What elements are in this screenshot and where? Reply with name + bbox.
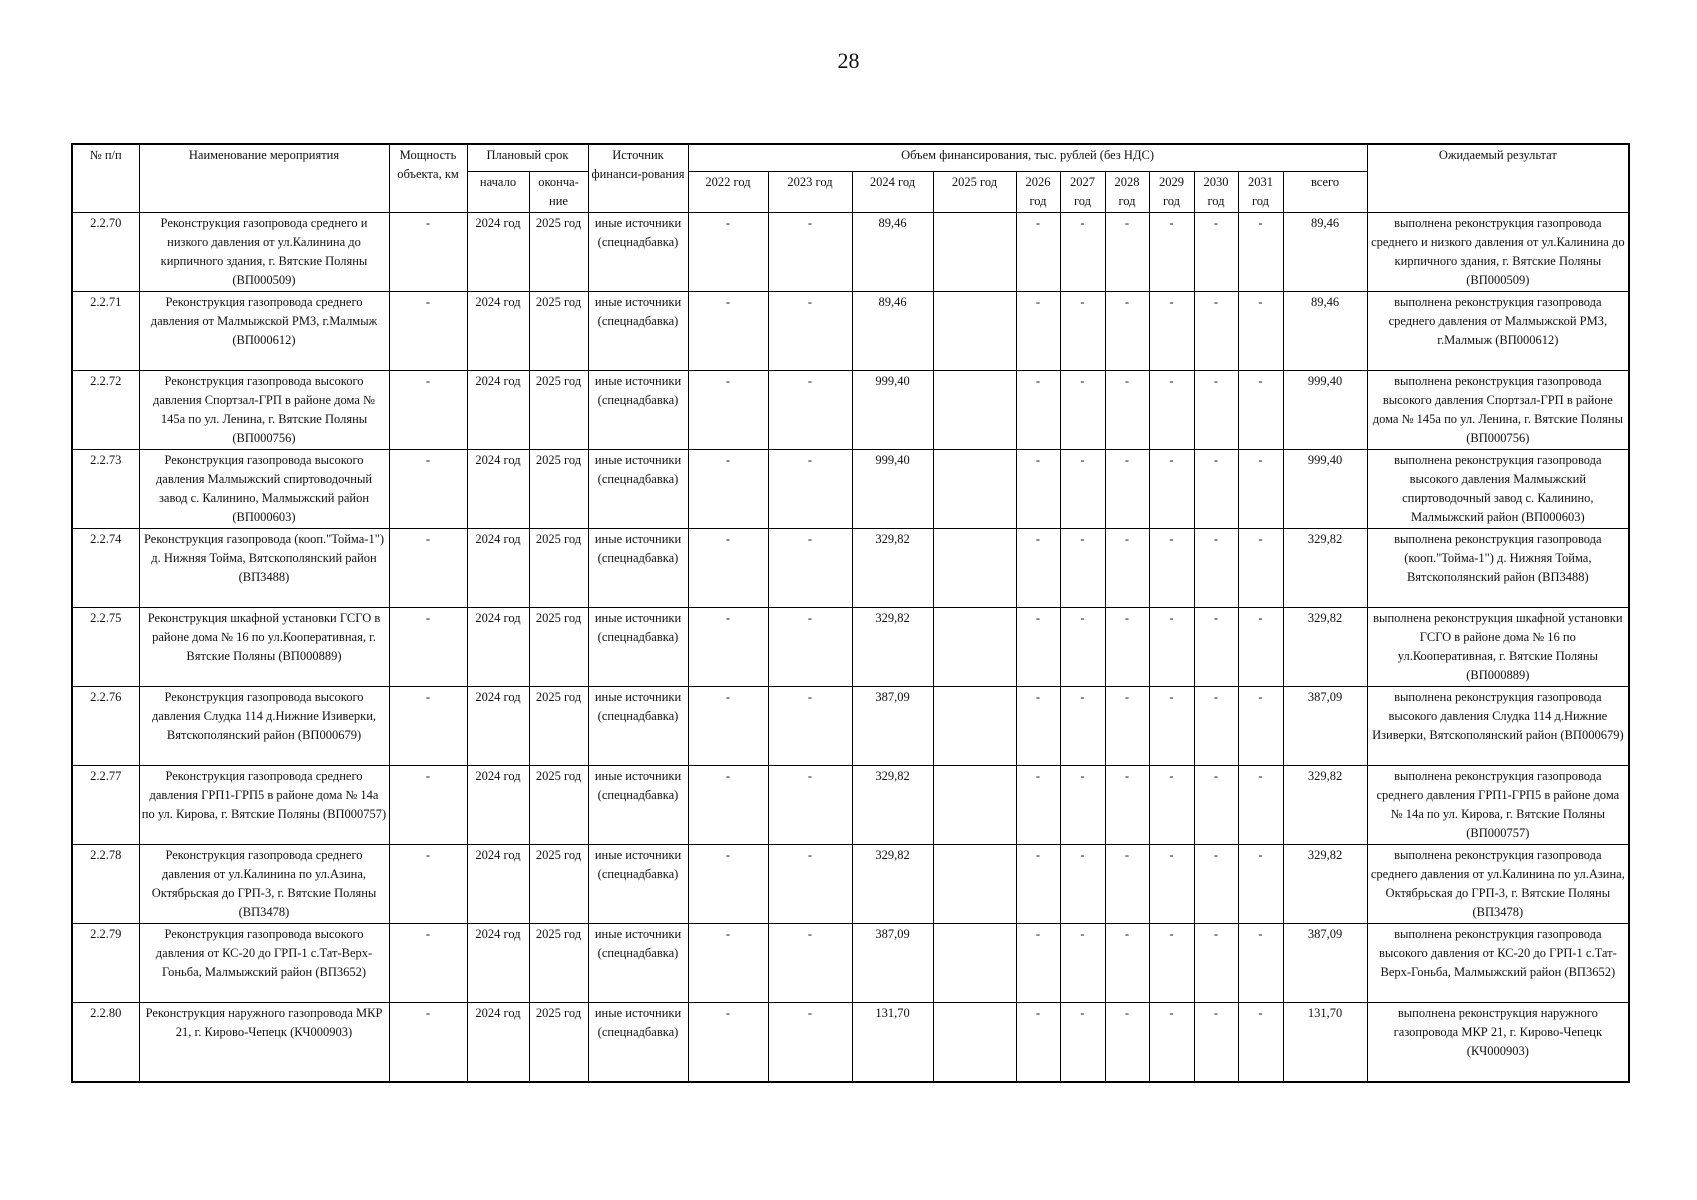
row-2029: -: [1149, 845, 1194, 924]
row-2023: -: [768, 292, 852, 371]
row-start: 2024 год: [467, 213, 529, 292]
row-2028: -: [1105, 450, 1149, 529]
row-2029: -: [1149, 371, 1194, 450]
row-2023: -: [768, 924, 852, 1003]
row-2027: -: [1060, 608, 1105, 687]
header-year-2029: 2029 год: [1149, 172, 1194, 213]
row-2022: -: [688, 450, 768, 529]
header-planned-term: Плановый срок: [467, 144, 588, 172]
row-2022: -: [688, 845, 768, 924]
row-start: 2024 год: [467, 608, 529, 687]
row-2024: 329,82: [852, 529, 933, 608]
row-result: выполнена реконструкция газопровода высокого давления Спортзал-ГРП в районе дома № 145а по ул. Ленина, г. Вятские Поляны (ВП000756): [1367, 371, 1629, 450]
row-num: 2.2.75: [72, 608, 139, 687]
row-capacity: -: [389, 766, 467, 845]
row-2031: -: [1238, 371, 1283, 450]
row-total: 329,82: [1283, 845, 1367, 924]
row-num: 2.2.73: [72, 450, 139, 529]
page-number: 28: [837, 48, 860, 73]
header-year-2031: 2031 год: [1238, 172, 1283, 213]
row-name: Реконструкция газопровода (кооп."Тойма-1") д. Нижняя Тойма, Вятскополянский район (ВП3488): [139, 529, 389, 608]
row-2025: [933, 213, 1016, 292]
header-name: Наименование мероприятия: [139, 144, 389, 213]
header-result: Ожидаемый результат: [1367, 144, 1629, 213]
row-2022: -: [688, 766, 768, 845]
row-2026: -: [1016, 608, 1060, 687]
row-2024: 387,09: [852, 924, 933, 1003]
row-2025: [933, 608, 1016, 687]
row-2025: [933, 687, 1016, 766]
row-result: выполнена реконструкция газопровода среднего давления ГРП1-ГРП5 в районе дома № 14а по ул. Кирова, г. Вятские Поляны (ВП000757): [1367, 766, 1629, 845]
row-end: 2025 год: [529, 213, 588, 292]
row-source: иные источники (спецнадбавка): [588, 450, 688, 529]
row-2030: -: [1194, 608, 1238, 687]
row-2023: -: [768, 608, 852, 687]
row-2024: 999,40: [852, 371, 933, 450]
row-result: выполнена реконструкция наружного газопровода МКР 21, г. Кирово-Чепецк (КЧ000903): [1367, 1003, 1629, 1082]
row-2026: -: [1016, 213, 1060, 292]
header-end: оконча-ние: [529, 172, 588, 213]
row-2023: -: [768, 845, 852, 924]
row-2026: -: [1016, 529, 1060, 608]
row-name: Реконструкция газопровода среднего давления от ул.Калинина по ул.Азина, Октябрьская до ГРП-3, г. Вятские Поляны (ВП3478): [139, 845, 389, 924]
row-2026: -: [1016, 292, 1060, 371]
row-2028: -: [1105, 1003, 1149, 1082]
financing-table: [71, 143, 1630, 1083]
row-2025: [933, 371, 1016, 450]
header-start: начало: [467, 172, 529, 213]
row-2026: -: [1016, 845, 1060, 924]
header-capacity: Мощность объекта, км: [389, 144, 467, 213]
row-2027: -: [1060, 529, 1105, 608]
header-year-2030: 2030 год: [1194, 172, 1238, 213]
row-name: Реконструкция газопровода высокого давления Спортзал-ГРП в районе дома № 145а по ул. Ленина, г. Вятские Поляны (ВП000756): [139, 371, 389, 450]
row-2030: -: [1194, 766, 1238, 845]
row-2023: -: [768, 450, 852, 529]
row-2030: -: [1194, 292, 1238, 371]
row-source: иные источники (спецнадбавка): [588, 371, 688, 450]
row-2022: -: [688, 924, 768, 1003]
row-total: 329,82: [1283, 766, 1367, 845]
header-year-2027: 2027 год: [1060, 172, 1105, 213]
header-source: Источник финанси-рования: [588, 144, 688, 213]
row-name: Реконструкция газопровода среднего давления ГРП1-ГРП5 в районе дома № 14а по ул. Кирова, г. Вятские Поляны (ВП000757): [139, 766, 389, 845]
row-2023: -: [768, 687, 852, 766]
row-end: 2025 год: [529, 608, 588, 687]
row-2029: -: [1149, 766, 1194, 845]
table-row: [72, 766, 1629, 845]
table-row: [72, 687, 1629, 766]
row-name: Реконструкция газопровода высокого давления от КС-20 до ГРП-1 с.Тат-Верх-Гоньба, Малмыжский район (ВП3652): [139, 924, 389, 1003]
row-2031: -: [1238, 529, 1283, 608]
row-2031: -: [1238, 766, 1283, 845]
row-2028: -: [1105, 371, 1149, 450]
row-total: 329,82: [1283, 608, 1367, 687]
row-2026: -: [1016, 766, 1060, 845]
row-source: иные источники (спецнадбавка): [588, 529, 688, 608]
row-capacity: -: [389, 687, 467, 766]
row-2031: -: [1238, 924, 1283, 1003]
table-row: [72, 924, 1629, 1003]
row-2029: -: [1149, 450, 1194, 529]
row-2024: 329,82: [852, 766, 933, 845]
row-2025: [933, 766, 1016, 845]
row-capacity: -: [389, 1003, 467, 1082]
row-2028: -: [1105, 292, 1149, 371]
header-year-2024: 2024 год: [852, 172, 933, 213]
row-2027: -: [1060, 450, 1105, 529]
row-2024: 999,40: [852, 450, 933, 529]
row-2029: -: [1149, 608, 1194, 687]
row-start: 2024 год: [467, 766, 529, 845]
row-name: Реконструкция газопровода среднего давления от Малмыжской РМЗ, г.Малмыж (ВП000612): [139, 292, 389, 371]
row-end: 2025 год: [529, 924, 588, 1003]
row-2026: -: [1016, 924, 1060, 1003]
row-start: 2024 год: [467, 687, 529, 766]
row-num: 2.2.70: [72, 213, 139, 292]
row-end: 2025 год: [529, 766, 588, 845]
row-num: 2.2.74: [72, 529, 139, 608]
row-2027: -: [1060, 845, 1105, 924]
row-name: Реконструкция газопровода высокого давления Слудка 114 д.Нижние Изиверки, Вятскополянский район (ВП000679): [139, 687, 389, 766]
row-result: выполнена реконструкция газопровода высокого давления Слудка 114 д.Нижние Изиверки, Вятскополянский район (ВП000679): [1367, 687, 1629, 766]
row-source: иные источники (спецнадбавка): [588, 608, 688, 687]
row-2023: -: [768, 1003, 852, 1082]
row-2027: -: [1060, 687, 1105, 766]
row-num: 2.2.79: [72, 924, 139, 1003]
row-2025: [933, 1003, 1016, 1082]
row-2028: -: [1105, 845, 1149, 924]
row-2025: [933, 292, 1016, 371]
row-2024: 329,82: [852, 608, 933, 687]
row-2026: -: [1016, 1003, 1060, 1082]
row-2022: -: [688, 292, 768, 371]
row-end: 2025 год: [529, 450, 588, 529]
row-2026: -: [1016, 371, 1060, 450]
row-2023: -: [768, 529, 852, 608]
row-total: 131,70: [1283, 1003, 1367, 1082]
row-total: 89,46: [1283, 292, 1367, 371]
row-source: иные источники (спецнадбавка): [588, 213, 688, 292]
row-2024: 89,46: [852, 292, 933, 371]
header-year-2025: 2025 год: [933, 172, 1016, 213]
row-2025: [933, 529, 1016, 608]
row-start: 2024 год: [467, 845, 529, 924]
row-capacity: -: [389, 450, 467, 529]
table-row: [72, 292, 1629, 371]
row-2028: -: [1105, 529, 1149, 608]
row-end: 2025 год: [529, 687, 588, 766]
row-2022: -: [688, 213, 768, 292]
row-source: иные источники (спецнадбавка): [588, 766, 688, 845]
row-2025: [933, 845, 1016, 924]
row-start: 2024 год: [467, 450, 529, 529]
row-total: 387,09: [1283, 924, 1367, 1003]
row-result: выполнена реконструкция газопровода среднего давления от ул.Калинина по ул.Азина, Октябрьская до ГРП-3, г. Вятские Поляны (ВП3478): [1367, 845, 1629, 924]
row-2029: -: [1149, 687, 1194, 766]
row-result: выполнена реконструкция газопровода высокого давления от КС-20 до ГРП-1 с.Тат-Верх-Гоньба, Малмыжский район (ВП3652): [1367, 924, 1629, 1003]
row-end: 2025 год: [529, 529, 588, 608]
row-2022: -: [688, 687, 768, 766]
row-2027: -: [1060, 1003, 1105, 1082]
row-source: иные источники (спецнадбавка): [588, 924, 688, 1003]
row-capacity: -: [389, 371, 467, 450]
row-total: 999,40: [1283, 371, 1367, 450]
row-2026: -: [1016, 450, 1060, 529]
row-2029: -: [1149, 529, 1194, 608]
row-capacity: -: [389, 924, 467, 1003]
row-end: 2025 год: [529, 292, 588, 371]
row-2030: -: [1194, 529, 1238, 608]
row-start: 2024 год: [467, 924, 529, 1003]
row-2031: -: [1238, 213, 1283, 292]
row-2028: -: [1105, 608, 1149, 687]
row-2027: -: [1060, 371, 1105, 450]
row-2023: -: [768, 371, 852, 450]
row-name: Реконструкция газопровода среднего и низкого давления от ул.Калинина до кирпичного здания, г. Вятские Поляны (ВП000509): [139, 213, 389, 292]
header-year-2022: 2022 год: [688, 172, 768, 213]
table-row: [72, 845, 1629, 924]
row-start: 2024 год: [467, 1003, 529, 1082]
row-2022: -: [688, 529, 768, 608]
row-result: выполнена реконструкция газопровода среднего давления от Малмыжской РМЗ, г.Малмыж (ВП000612): [1367, 292, 1629, 371]
row-2029: -: [1149, 213, 1194, 292]
row-start: 2024 год: [467, 371, 529, 450]
row-2031: -: [1238, 450, 1283, 529]
row-2030: -: [1194, 845, 1238, 924]
row-result: выполнена реконструкция газопровода среднего и низкого давления от ул.Калинина до кирпичного здания, г. Вятские Поляны (ВП000509): [1367, 213, 1629, 292]
row-2022: -: [688, 608, 768, 687]
table-row: [72, 529, 1629, 608]
row-capacity: -: [389, 213, 467, 292]
row-source: иные источники (спецнадбавка): [588, 292, 688, 371]
row-2031: -: [1238, 608, 1283, 687]
row-2029: -: [1149, 292, 1194, 371]
table-row: [72, 608, 1629, 687]
row-num: 2.2.77: [72, 766, 139, 845]
table-row: [72, 213, 1629, 292]
table-row: [72, 371, 1629, 450]
table-row: [72, 1003, 1629, 1082]
row-2031: -: [1238, 292, 1283, 371]
row-source: иные источники (спецнадбавка): [588, 1003, 688, 1082]
header-year-2028: 2028 год: [1105, 172, 1149, 213]
row-2031: -: [1238, 845, 1283, 924]
row-2027: -: [1060, 213, 1105, 292]
header-funding: Объем финансирования, тыс. рублей (без НДС): [688, 144, 1367, 172]
row-2029: -: [1149, 1003, 1194, 1082]
row-source: иные источники (спецнадбавка): [588, 845, 688, 924]
row-2027: -: [1060, 766, 1105, 845]
row-capacity: -: [389, 292, 467, 371]
row-2028: -: [1105, 213, 1149, 292]
row-num: 2.2.72: [72, 371, 139, 450]
row-2029: -: [1149, 924, 1194, 1003]
row-total: 89,46: [1283, 213, 1367, 292]
row-start: 2024 год: [467, 292, 529, 371]
row-name: Реконструкция наружного газопровода МКР 21, г. Кирово-Чепецк (КЧ000903): [139, 1003, 389, 1082]
row-2031: -: [1238, 1003, 1283, 1082]
row-2030: -: [1194, 687, 1238, 766]
row-capacity: -: [389, 529, 467, 608]
row-2022: -: [688, 371, 768, 450]
row-2023: -: [768, 766, 852, 845]
row-2030: -: [1194, 450, 1238, 529]
row-2025: [933, 924, 1016, 1003]
row-source: иные источники (спецнадбавка): [588, 687, 688, 766]
row-2028: -: [1105, 924, 1149, 1003]
row-2030: -: [1194, 1003, 1238, 1082]
row-2027: -: [1060, 292, 1105, 371]
row-capacity: -: [389, 845, 467, 924]
row-2023: -: [768, 213, 852, 292]
row-name: Реконструкция шкафной установки ГСГО в районе дома № 16 по ул.Кооперативная, г. Вятские Поляны (ВП000889): [139, 608, 389, 687]
header-total: всего: [1283, 172, 1367, 213]
row-2028: -: [1105, 766, 1149, 845]
row-num: 2.2.76: [72, 687, 139, 766]
row-2024: 329,82: [852, 845, 933, 924]
row-num: 2.2.78: [72, 845, 139, 924]
row-2030: -: [1194, 924, 1238, 1003]
row-result: выполнена реконструкция газопровода (кооп."Тойма-1") д. Нижняя Тойма, Вятскополянский район (ВП3488): [1367, 529, 1629, 608]
row-total: 387,09: [1283, 687, 1367, 766]
row-2022: -: [688, 1003, 768, 1082]
row-2024: 387,09: [852, 687, 933, 766]
row-2024: 89,46: [852, 213, 933, 292]
row-result: выполнена реконструкция газопровода высокого давления Малмыжский спиртоводочный завод с. Калинино, Малмыжский район (ВП000603): [1367, 450, 1629, 529]
header-year-2023: 2023 год: [768, 172, 852, 213]
row-2025: [933, 450, 1016, 529]
row-capacity: -: [389, 608, 467, 687]
row-2027: -: [1060, 924, 1105, 1003]
row-result: выполнена реконструкция шкафной установки ГСГО в районе дома № 16 по ул.Кооперативная, г. Вятские Поляны (ВП000889): [1367, 608, 1629, 687]
row-end: 2025 год: [529, 845, 588, 924]
row-end: 2025 год: [529, 371, 588, 450]
row-num: 2.2.71: [72, 292, 139, 371]
row-start: 2024 год: [467, 529, 529, 608]
row-2024: 131,70: [852, 1003, 933, 1082]
row-2028: -: [1105, 687, 1149, 766]
header-num: № п/п: [72, 144, 139, 213]
row-num: 2.2.80: [72, 1003, 139, 1082]
row-2030: -: [1194, 213, 1238, 292]
row-2030: -: [1194, 371, 1238, 450]
header-year-2026: 2026 год: [1016, 172, 1060, 213]
table-row: [72, 450, 1629, 529]
row-name: Реконструкция газопровода высокого давления Малмыжский спиртоводочный завод с. Калинино, Малмыжский район (ВП000603): [139, 450, 389, 529]
row-total: 999,40: [1283, 450, 1367, 529]
row-2031: -: [1238, 687, 1283, 766]
row-end: 2025 год: [529, 1003, 588, 1082]
row-total: 329,82: [1283, 529, 1367, 608]
row-2026: -: [1016, 687, 1060, 766]
